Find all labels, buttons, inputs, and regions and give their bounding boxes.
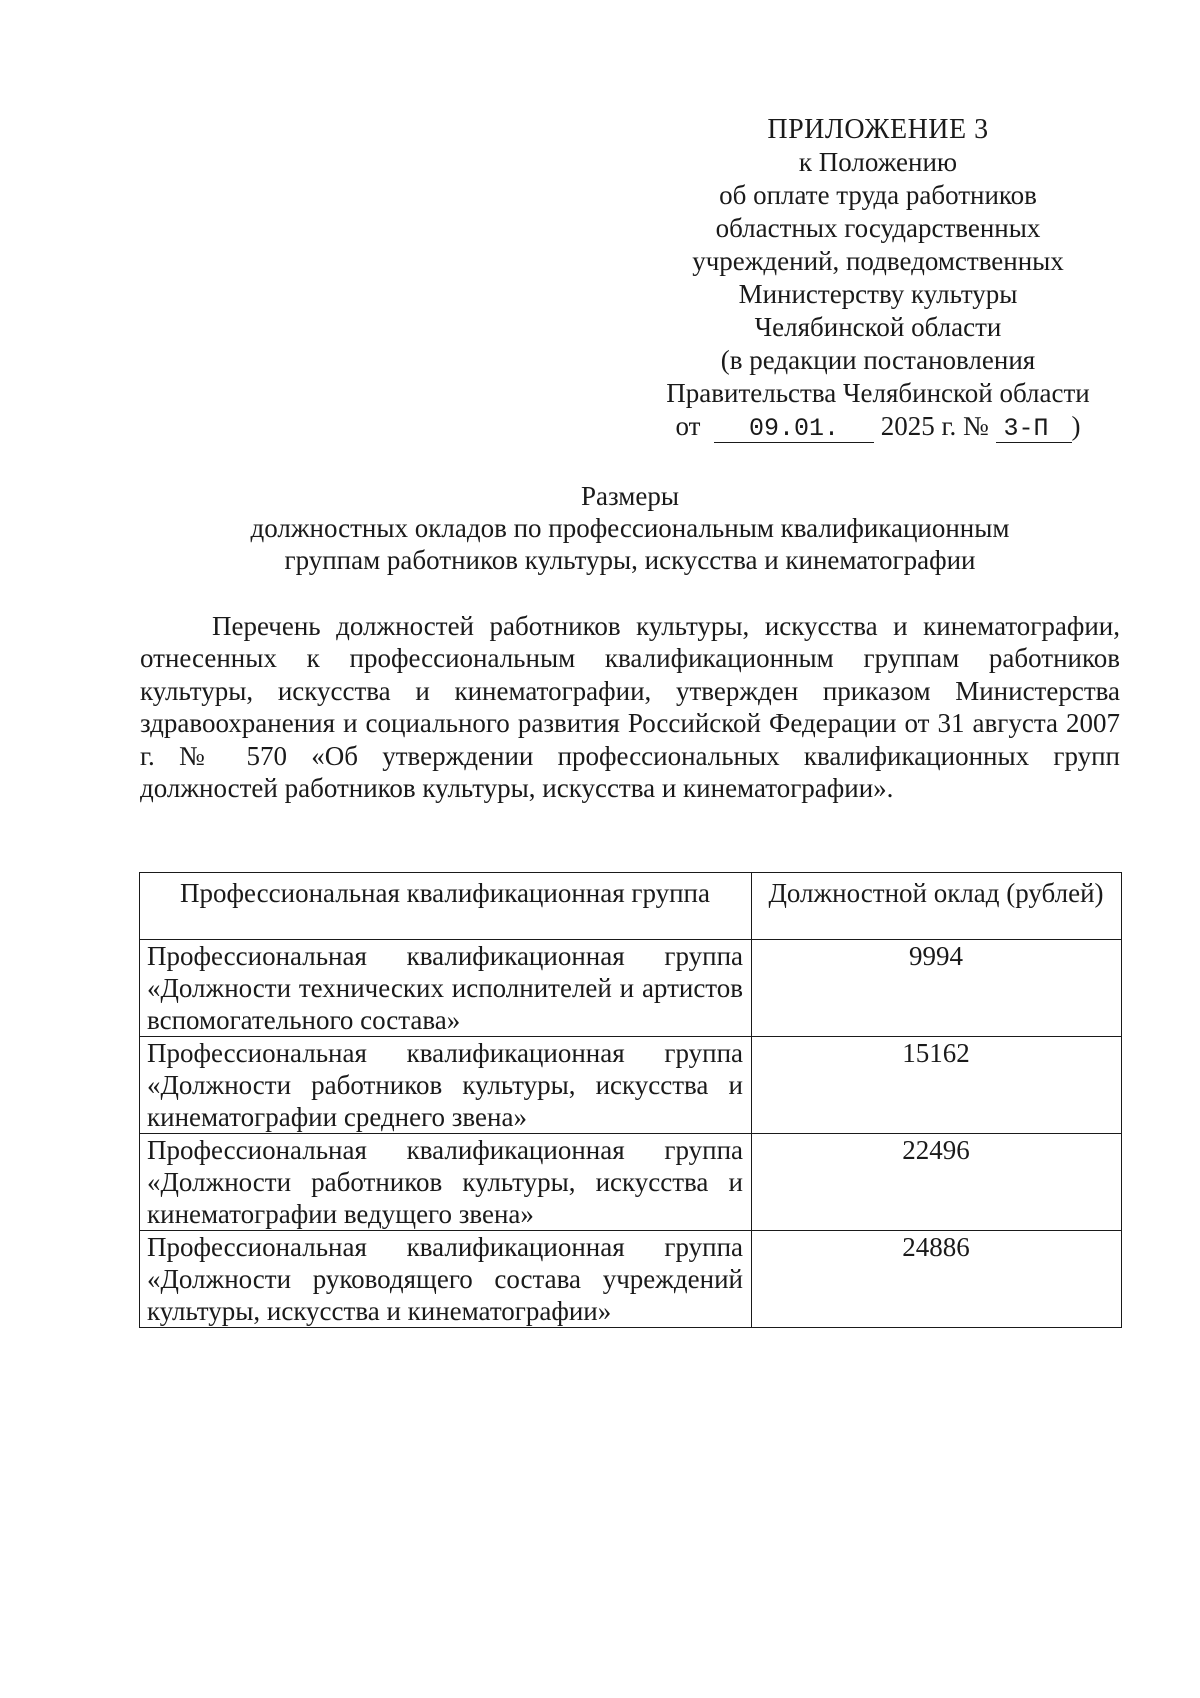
appendix-line: к Положению [798, 147, 958, 177]
appendix-line: Правительства Челябинской области [666, 378, 1090, 408]
salary-cell: 15162 [752, 1037, 1122, 1134]
appendix-line: (в редакции постановления [720, 345, 1036, 375]
heading-line-2: должностных окладов по профессиональным квалификационным [250, 513, 1010, 543]
date-prefix: от [675, 411, 701, 441]
salary-cell: 9994 [752, 940, 1122, 1037]
heading-line-1: Размеры [581, 481, 679, 511]
heading-line-3: группам работников культуры, искусства и кинематографии [284, 545, 976, 575]
decree-date-line [628, 410, 1128, 443]
group-cell: Профессиональная квалификационная группа «Должности руководящего состава учреждений культуры, искусства и кинематографии» [140, 1231, 752, 1328]
appendix-line: Министерству культуры [738, 279, 1018, 309]
appendix-line: об оплате труда работников [719, 180, 1037, 210]
decree-date-value: 09.01. [714, 416, 874, 443]
header-salary: Должностной оклад (рублей) [752, 873, 1122, 940]
table-header-row [140, 873, 1122, 940]
header-group: Профессиональная квалификационная группа [140, 873, 752, 940]
decree-number-value: 3-П [996, 416, 1072, 443]
table-row [140, 1231, 1122, 1328]
group-cell: Профессиональная квалификационная группа «Должности работников культуры, искусства и кинематографии среднего звена» [140, 1037, 752, 1134]
appendix-title: ПРИЛОЖЕНИЕ 3 [767, 114, 989, 145]
appendix-line: Челябинской области [754, 312, 1002, 342]
group-cell: Профессиональная квалификационная группа «Должности работников культуры, искусства и кинематографии ведущего звена» [140, 1134, 752, 1231]
salary-table [139, 872, 1122, 1328]
appendix-line: областных государственных [715, 213, 1041, 243]
decree-year-text: 2025 г. № [880, 411, 989, 441]
closing-paren: ) [1071, 411, 1081, 441]
table-row [140, 1037, 1122, 1134]
document-heading [130, 480, 1130, 576]
salary-cell: 22496 [752, 1134, 1122, 1231]
intro-paragraph: Перечень должностей работников культуры, искусства и кинематографии, отнесенных к профессиональным квалификационным группам работников культуры, искусства и кинематографии, утвержден приказом Министерства здравоохранения и социального развития Российской Федерации от 31 августа 2007 г. № 570 «Об утверждении профессиональных квалификационных групп должностей работников культуры, искусства и кинематографии». [140, 611, 1120, 804]
salary-cell: 24886 [752, 1231, 1122, 1328]
appendix-header [628, 113, 1128, 443]
appendix-line: учреждений, подведомственных [692, 246, 1064, 276]
group-cell: Профессиональная квалификационная группа «Должности технических исполнителей и артистов вспомогательного состава» [140, 940, 752, 1037]
table-row [140, 940, 1122, 1037]
table-row [140, 1134, 1122, 1231]
